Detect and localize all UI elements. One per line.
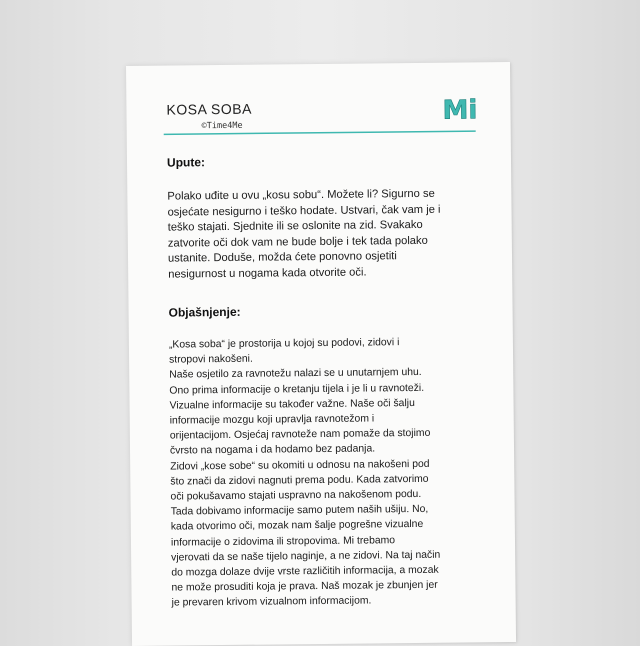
copyright-text: ©Time4Me (201, 120, 243, 132)
text-line: stropovi nakošeni. (169, 353, 253, 366)
text-line: Tada dobivamo informacije samo putem naših ušiju. No, (170, 504, 429, 518)
svg-text:Mi: Mi (442, 95, 478, 126)
text-line: oči pokušavamo stajati uspravno na nakošenom podu. (170, 488, 422, 503)
text-line: zatvorite oči dok vam ne bude bolje i tek tada polako (167, 234, 428, 250)
text-line: ustanite. Doduše, možda ćete ponovno osjetiti (167, 250, 397, 265)
text-line: Naše osjetilo za ravnotežu nalazi se u unutarnjem uhu. (169, 367, 422, 381)
text-line: što znači da zidovi nagnuti prema podu. Kada zatvorimo (170, 473, 429, 488)
text-line: „Kosa soba“ je prostorija u kojoj su podovi, zidovi i (168, 337, 400, 351)
text-line: Vizualne informacije su također važne. Naše oči šalju (169, 397, 415, 412)
text-line: orijentacijom. Osjećaj ravnoteže nam pomaže da stojimo (169, 428, 431, 442)
text-line: vjerovati da se naše tijelo naginje, a ne zidovi. Na taj način (171, 549, 441, 564)
section-heading-objasnjenje: Objašnjenje: (168, 304, 241, 320)
text-line: nesigurnost u nogama kada otvorite oči. (168, 266, 367, 281)
text-line: Ono prima informacije o kretanju tijela i je li u ravnoteži. (169, 382, 425, 397)
section-text-objasnjenje (169, 334, 478, 611)
section-heading-upute: Upute: (166, 155, 206, 170)
text-line: informacije mozgu koji upravlja ravnotežom i (169, 413, 375, 427)
section-text-upute (167, 186, 474, 283)
text-line: je prevaren krivom vizualnom informacijom. (171, 595, 372, 610)
time4me-logo-icon (442, 92, 478, 126)
text-line: do mozga dolaze dvije vrste različitih informacija, a mozak (171, 564, 439, 579)
text-line: čvrsto na nogama i da hodamo bez padanja. (169, 443, 376, 457)
text-line: ne može prosuditi koja je prava. Naš mozak je zbunjen jer (171, 580, 438, 594)
text-line: Polako uđite u ovu „kosu sobu“. Možete li? Sigurno se (167, 187, 435, 203)
info-card (126, 62, 516, 646)
text-line: teško stajati. Sjednite ili se oslonite na zid. Svakako (167, 219, 423, 234)
text-line: informacije o zidovima ili stropovima. Mi trebamo (170, 534, 396, 549)
text-line: osjećate nesigurno i teško hodate. Ustvari, čak vam je i (167, 203, 441, 219)
text-line: kada otvorimo oči, mozak nam šalje pogrešne vizualne (170, 519, 424, 533)
text-line: Zidovi „kose sobe“ su okomiti u odnosu na nakošeni pod (170, 458, 430, 473)
card-title: KOSA SOBA (166, 100, 252, 118)
